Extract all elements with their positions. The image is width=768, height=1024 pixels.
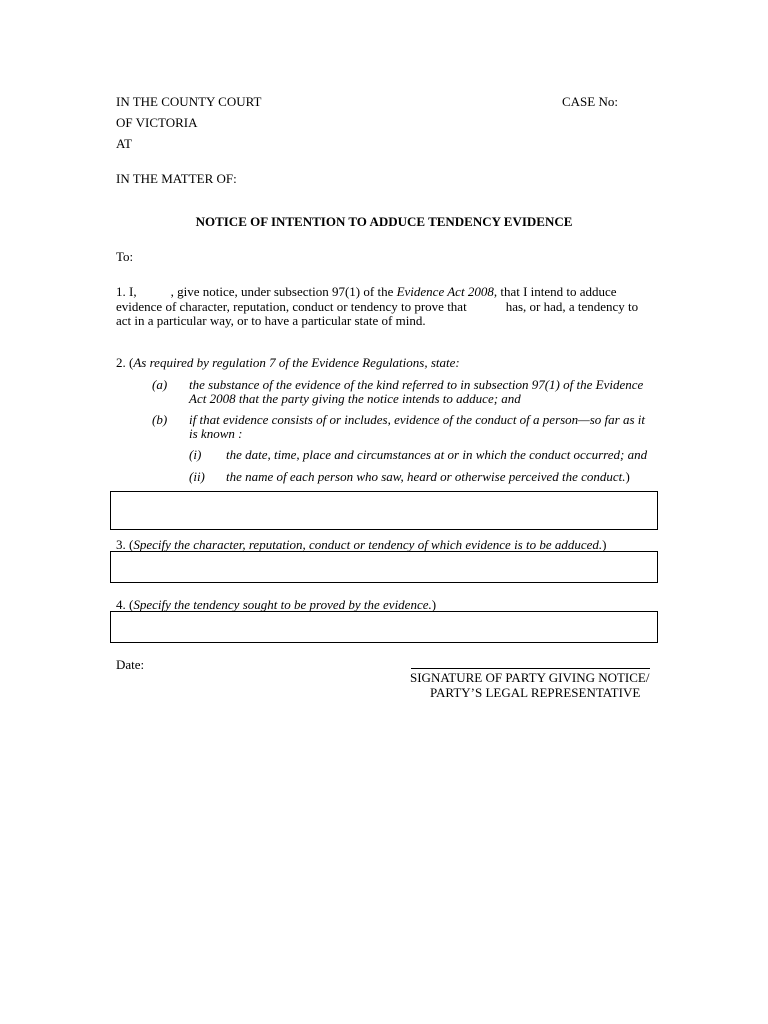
signature-label-line1: SIGNATURE OF PARTY GIVING NOTICE/ (410, 670, 650, 685)
para4-close-paren: ) (431, 597, 437, 612)
para3-number: 3. ( (116, 537, 134, 552)
para2-b-line2: is known : (189, 426, 243, 441)
signature-line (411, 668, 650, 669)
para1-tendency-text: has, or had, a tendency to (505, 299, 639, 314)
para2-b-line1: if that evidence consists of or includes, evidence of the conduct of a person—so far as it (189, 412, 646, 427)
matter-label: IN THE MATTER OF: (116, 171, 237, 186)
para1-line3: act in a particular way, or to have a particular state of mind. (116, 313, 426, 328)
para4-text: Specify the tendency sought to be proved by the evidence. (133, 597, 432, 612)
court-line-2: OF VICTORIA (116, 115, 198, 130)
para1-line1 (116, 284, 617, 299)
para2-a-label: (a) (152, 377, 168, 392)
case-number-label: CASE No: (562, 94, 618, 109)
para2-a-line2: Act 2008 that the party giving the notice intends to adduce; and (189, 391, 521, 406)
para2-ii-text: the name of each person who saw, heard or otherwise perceived the conduct. (226, 469, 626, 484)
para3-line (116, 537, 607, 552)
para1-line2 (116, 299, 638, 314)
court-line-3: AT (116, 136, 132, 151)
para2-ii-label: (ii) (189, 469, 205, 484)
to-label: To: (116, 249, 134, 264)
para1-prefix: 1. I, (116, 284, 137, 299)
para2-b-label: (b) (152, 412, 168, 427)
para2-close-paren: ) (625, 469, 630, 484)
para4-line (116, 597, 436, 612)
para2-i-label: (i) (189, 447, 202, 462)
para1-act-name: Evidence Act 2008 (396, 284, 494, 299)
date-label: Date: (116, 657, 145, 672)
para2-lead-text: As required by regulation 7 of the Evidence Regulations, state: (133, 355, 460, 370)
para2-ii-line (226, 469, 630, 484)
court-line-1: IN THE COUNTY COURT (116, 94, 262, 109)
para2-i-text: the date, time, place and circumstances at or in which the conduct occurred; and (226, 447, 648, 462)
para3-answer-box[interactable] (110, 551, 658, 583)
para1-intend-text: , that I intend to adduce (493, 284, 617, 299)
para1-evidence-text: evidence of character, reputation, conduct or tendency to prove that (116, 299, 467, 314)
para2-answer-box[interactable] (110, 491, 658, 530)
document-title: NOTICE OF INTENTION TO ADDUCE TENDENCY EVIDENCE (195, 214, 573, 229)
para3-close-paren: ) (602, 537, 607, 552)
signature-label-line2: PARTY’S LEGAL REPRESENTATIVE (430, 685, 641, 700)
para4-number: 4. ( (116, 597, 134, 612)
para2-lead (116, 355, 460, 370)
para3-text: Specify the character, reputation, conduct or tendency of which evidence is to be adduced. (133, 537, 603, 552)
para2-a-line1: the substance of the evidence of the kind referred to in subsection 97(1) of the Evidence (189, 377, 644, 392)
para2-number: 2. ( (116, 355, 134, 370)
para4-answer-box[interactable] (110, 611, 658, 643)
para1-notice-text: , give notice, under subsection 97(1) of the (170, 284, 394, 299)
